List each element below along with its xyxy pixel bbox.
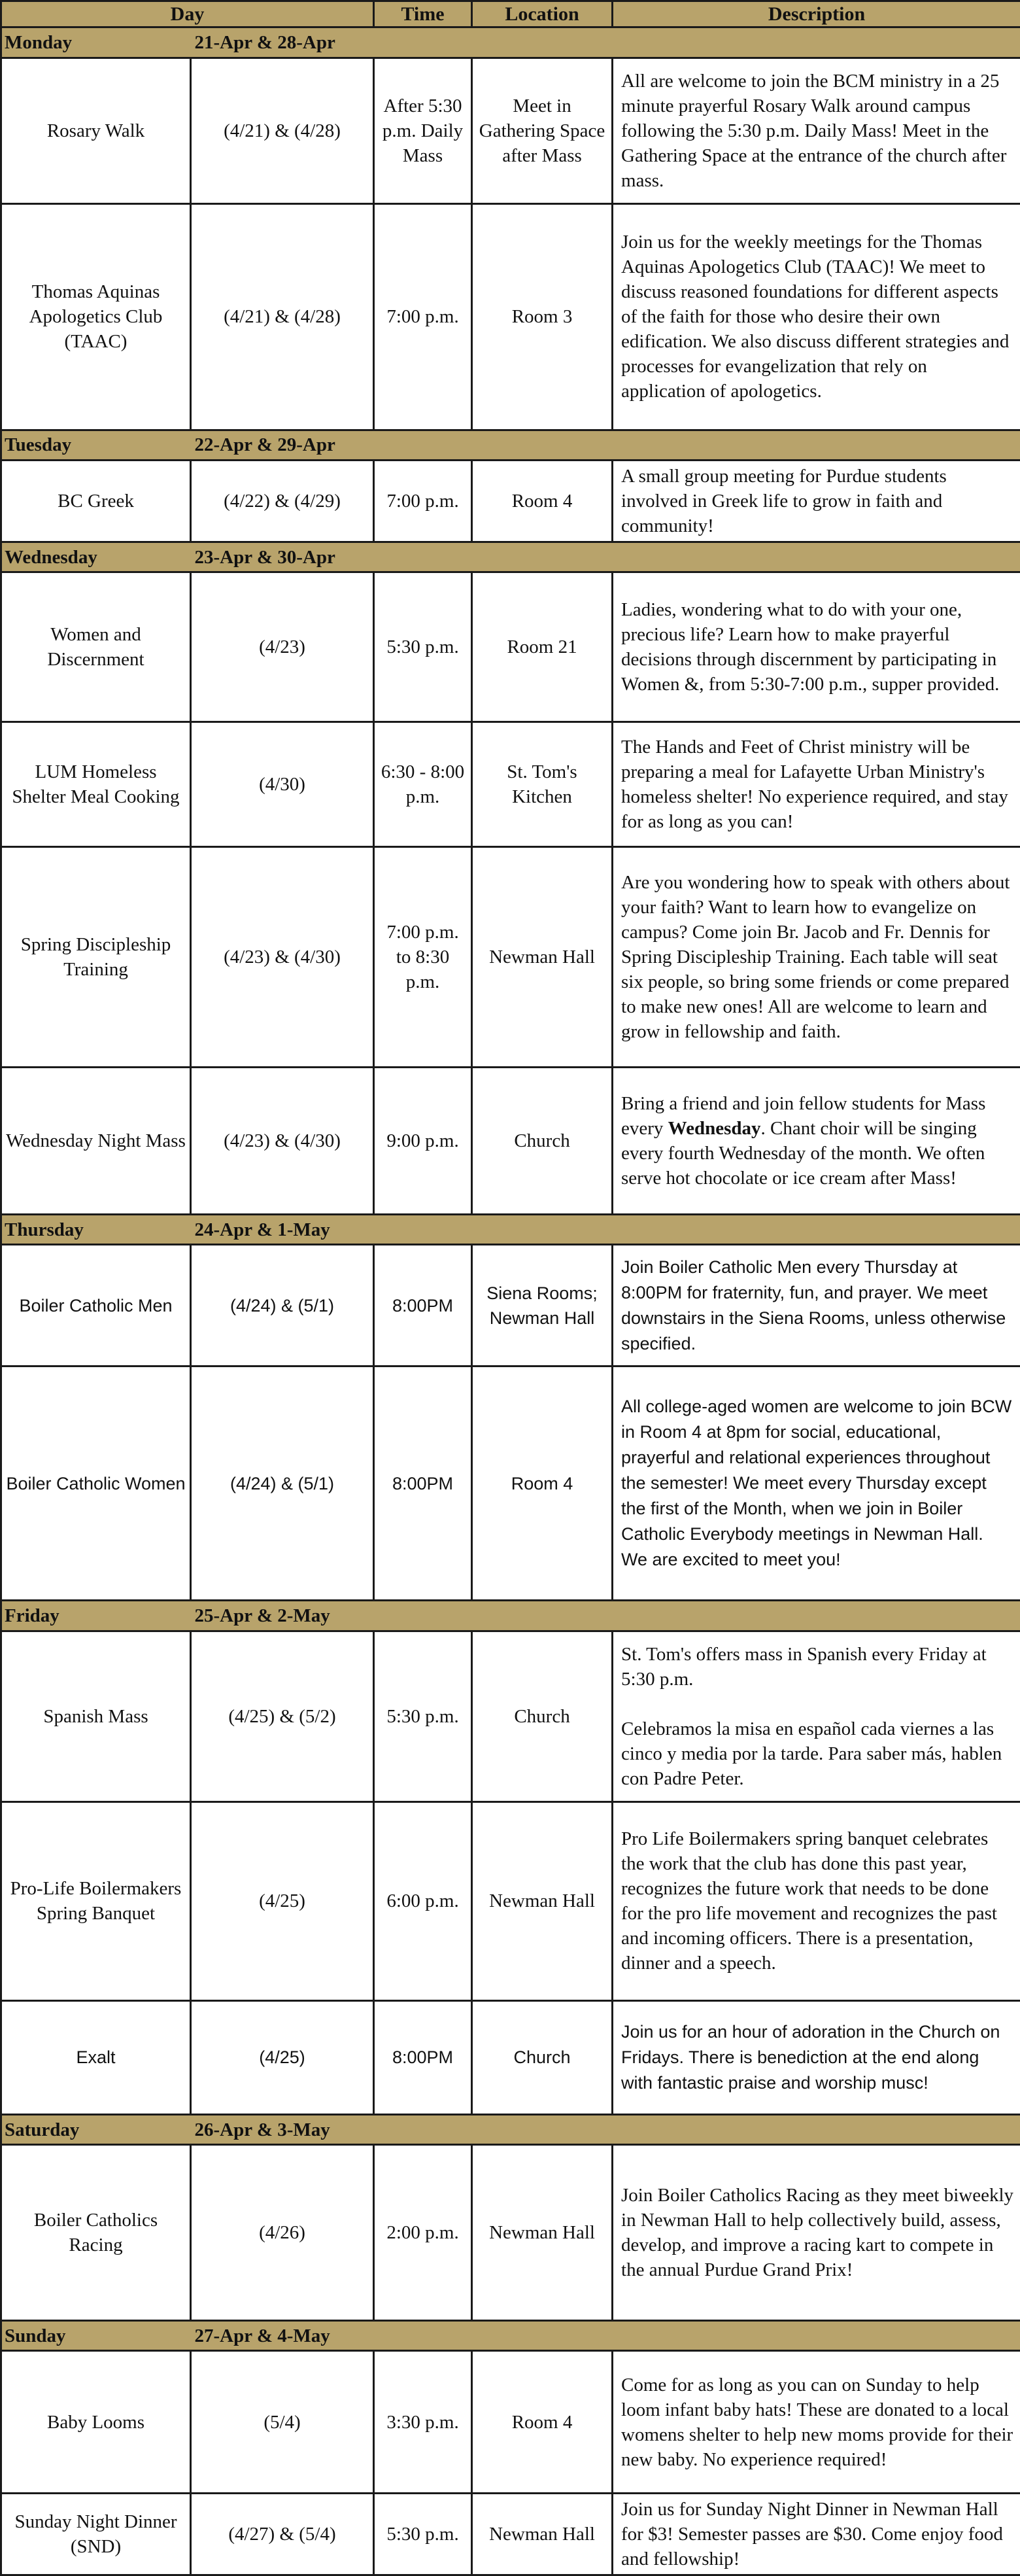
event-days: (4/23) & (4/30) <box>191 847 374 1067</box>
event-time: 7:00 p.m. to 8:30 p.m. <box>374 847 472 1067</box>
day-band-tuesday <box>1 430 1020 460</box>
event-name: Thomas Aquinas Apologetics Club (TAAC) <box>1 204 191 430</box>
event-location: Room 4 <box>472 460 613 542</box>
event-description: The Hands and Feet of Christ ministry will be preparing a meal for Lafayette Urban Ministry's homeless shelter! No experience required, and stay for as long as you can! <box>613 722 1020 846</box>
event-time: 5:30 p.m. <box>374 1631 472 1801</box>
event-row <box>1 58 1020 204</box>
event-time: 6:30 - 8:00 p.m. <box>374 722 472 846</box>
day-label: Sunday <box>1 2321 191 2351</box>
event-row <box>1 2145 1020 2321</box>
header-row <box>1 1 1020 27</box>
day-label: Friday <box>1 1601 191 1631</box>
day-dates: 27-Apr & 4-May <box>191 2321 1020 2351</box>
event-location: Newman Hall <box>472 1801 613 2000</box>
event-time: After 5:30 p.m. Daily Mass <box>374 58 472 204</box>
event-description <box>613 1631 1020 1801</box>
event-time: 5:30 p.m. <box>374 572 472 722</box>
event-name: BC Greek <box>1 460 191 542</box>
header-day: Day <box>1 1 374 27</box>
day-band-saturday <box>1 2114 1020 2144</box>
event-description: Join us for the weekly meetings for the Thomas Aquinas Apologetics Club (TAAC)! We meet to discuss reasoned foundations for different aspects of the faith for those who desire their own edification. We also discuss different strategies and processes for evangelization that rely on application of apologetics. <box>613 204 1020 430</box>
event-location: Newman Hall <box>472 2494 613 2575</box>
event-days: (4/24) & (5/1) <box>191 1245 374 1366</box>
event-days: (4/26) <box>191 2145 374 2321</box>
event-location: Church <box>472 1631 613 1801</box>
event-days: (5/4) <box>191 2351 374 2494</box>
event-location: Room 4 <box>472 2351 613 2494</box>
event-name: LUM Homeless Shelter Meal Cooking <box>1 722 191 846</box>
day-label: Thursday <box>1 1215 191 1245</box>
day-dates: 25-Apr & 2-May <box>191 1601 1020 1631</box>
event-row <box>1 2000 1020 2114</box>
day-dates: 21-Apr & 28-Apr <box>191 27 1020 58</box>
event-description: Ladies, wondering what to do with your one, precious life? Learn how to make prayerful decisions through discernment by participating in Women &, from 5:30-7:00 p.m., supper provided. <box>613 572 1020 722</box>
event-location: Room 4 <box>472 1366 613 1601</box>
event-row <box>1 1631 1020 1801</box>
event-row <box>1 204 1020 430</box>
description-spanish-text: Celebramos la misa en español cada viernes a las cinco y media por la tarde. Para saber más, hablen con Padre Peter. <box>621 1718 1002 1789</box>
event-name: Baby Looms <box>1 2351 191 2494</box>
event-location: St. Tom's Kitchen <box>472 722 613 846</box>
event-description: Come for as long as you can on Sunday to help loom infant baby hats! These are donated to a local womens shelter to help new moms provide for their new baby. No experience required! <box>613 2351 1020 2494</box>
event-name: Boiler Catholic Women <box>1 1366 191 1601</box>
event-name: Rosary Walk <box>1 58 191 204</box>
event-time: 7:00 p.m. <box>374 204 472 430</box>
event-location: Newman Hall <box>472 847 613 1067</box>
event-row <box>1 2494 1020 2575</box>
event-description: Join us for an hour of adoration in the Church on Fridays. There is benediction at the end along with fantastic praise and worship musc! <box>613 2000 1020 2114</box>
event-description: All college-aged women are welcome to join BCW in Room 4 at 8pm for social, educational, prayerful and relational experiences throughout the semester! We meet every Thursday except the first of the Month, when we join in Boiler Catholic Everybody meetings in Newman Hall. We are excited to meet you! <box>613 1366 1020 1601</box>
event-name: Boiler Catholics Racing <box>1 2145 191 2321</box>
event-description <box>613 1067 1020 1215</box>
event-description: Join us for Sunday Night Dinner in Newman Hall for $3! Semester passes are $30. Come enjoy food and fellowship! <box>613 2494 1020 2575</box>
day-band-wednesday <box>1 542 1020 572</box>
day-dates: 23-Apr & 30-Apr <box>191 542 1020 572</box>
event-location: Room 21 <box>472 572 613 722</box>
event-days: (4/27) & (5/4) <box>191 2494 374 2575</box>
event-time: 9:00 p.m. <box>374 1067 472 1215</box>
event-days: (4/21) & (4/28) <box>191 58 374 204</box>
event-time: 6:00 p.m. <box>374 1801 472 2000</box>
event-location: Church <box>472 1067 613 1215</box>
day-band-thursday <box>1 1215 1020 1245</box>
event-days: (4/30) <box>191 722 374 846</box>
day-label: Monday <box>1 27 191 58</box>
event-days: (4/24) & (5/1) <box>191 1366 374 1601</box>
event-row <box>1 572 1020 722</box>
header-time: Time <box>374 1 472 27</box>
event-name: Exalt <box>1 2000 191 2114</box>
event-row <box>1 847 1020 1067</box>
event-description: Join Boiler Catholics Racing as they meet biweekly in Newman Hall to help collectively build, assess, develop, and improve a racing kart to compete in the annual Purdue Grand Prix! <box>613 2145 1020 2321</box>
event-time: 8:00PM <box>374 1245 472 1366</box>
event-location: Church <box>472 2000 613 2114</box>
day-label: Wednesday <box>1 542 191 572</box>
event-location: Newman Hall <box>472 2145 613 2321</box>
event-days: (4/23) & (4/30) <box>191 1067 374 1215</box>
event-name: Sunday Night Dinner (SND) <box>1 2494 191 2575</box>
event-row <box>1 1366 1020 1601</box>
header-location: Location <box>472 1 613 27</box>
day-label: Saturday <box>1 2114 191 2144</box>
event-time: 7:00 p.m. <box>374 460 472 542</box>
header-description: Description <box>613 1 1020 27</box>
event-days: (4/25) <box>191 1801 374 2000</box>
event-time: 2:00 p.m. <box>374 2145 472 2321</box>
day-band-sunday <box>1 2321 1020 2351</box>
description-bold-text: Wednesday <box>668 1117 761 1139</box>
day-dates: 24-Apr & 1-May <box>191 1215 1020 1245</box>
event-name: Boiler Catholic Men <box>1 1245 191 1366</box>
event-name: Pro-Life Boilermakers Spring Banquet <box>1 1801 191 2000</box>
event-days: (4/22) & (4/29) <box>191 460 374 542</box>
description-text: . Chant choir will be singing every fourth Wednesday of the month. We often serve hot chocolate or ice cream after Mass! <box>621 1117 985 1189</box>
day-band-friday <box>1 1601 1020 1631</box>
event-row <box>1 1245 1020 1366</box>
event-time: 8:00PM <box>374 1366 472 1601</box>
event-location: Room 3 <box>472 204 613 430</box>
event-location: Siena Rooms; Newman Hall <box>472 1245 613 1366</box>
event-row <box>1 722 1020 846</box>
event-days: (4/21) & (4/28) <box>191 204 374 430</box>
event-days: (4/25) & (5/2) <box>191 1631 374 1801</box>
day-dates: 22-Apr & 29-Apr <box>191 430 1020 460</box>
event-row <box>1 1801 1020 2000</box>
event-time: 5:30 p.m. <box>374 2494 472 2575</box>
event-location: Meet in Gathering Space after Mass <box>472 58 613 204</box>
day-band-monday <box>1 27 1020 58</box>
event-row <box>1 460 1020 542</box>
event-name: Spring Discipleship Training <box>1 847 191 1067</box>
description-text: St. Tom's offers mass in Spanish every Friday at 5:30 p.m. <box>621 1643 987 1690</box>
event-description: Pro Life Boilermakers spring banquet celebrates the work that the club has done this past year, recognizes the future work that needs to be done for the pro life movement and recognizes the past and incoming officers. There is a presentation, dinner and a speech. <box>613 1801 1020 2000</box>
event-description: Are you wondering how to speak with others about your faith? Want to learn how to evangelize on campus? Come join Br. Jacob and Fr. Dennis for Spring Discipleship Training. Each table will seat six people, so bring some friends or come prepared to make new ones! All are welcome to learn and grow in fellowship and faith. <box>613 847 1020 1067</box>
event-name: Spanish Mass <box>1 1631 191 1801</box>
event-description: A small group meeting for Purdue students involved in Greek life to grow in faith and community! <box>613 460 1020 542</box>
event-row <box>1 1067 1020 1215</box>
event-description: Join Boiler Catholic Men every Thursday at 8:00PM for fraternity, fun, and prayer. We meet downstairs in the Siena Rooms, unless otherwise specified. <box>613 1245 1020 1366</box>
event-days: (4/23) <box>191 572 374 722</box>
day-dates: 26-Apr & 3-May <box>191 2114 1020 2144</box>
event-name: Women and Discernment <box>1 572 191 722</box>
event-row <box>1 2351 1020 2494</box>
event-description: All are welcome to join the BCM ministry in a 25 minute prayerful Rosary Walk around campus following the 5:30 p.m. Daily Mass! Meet in the Gathering Space at the entrance of the church after mass. <box>613 58 1020 204</box>
event-days: (4/25) <box>191 2000 374 2114</box>
day-label: Tuesday <box>1 430 191 460</box>
event-time: 3:30 p.m. <box>374 2351 472 2494</box>
event-name: Wednesday Night Mass <box>1 1067 191 1215</box>
description-text: Bring a friend and join fellow students for Mass every <box>621 1092 986 1139</box>
event-time: 8:00PM <box>374 2000 472 2114</box>
